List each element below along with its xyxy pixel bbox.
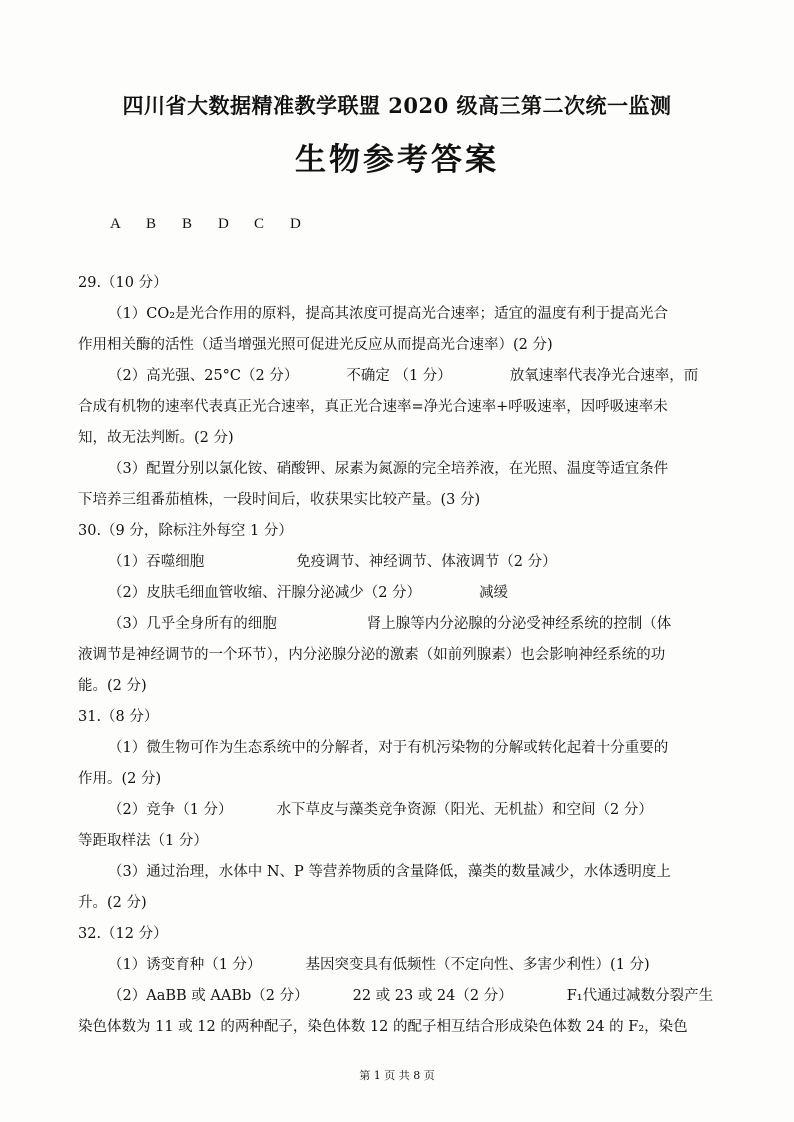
q32-part1-answer2: 基因突变具有低频性（不定向性、多害少利性）(1 分)	[305, 957, 650, 973]
choice-answer: B	[146, 216, 157, 232]
choice-answer: B	[182, 216, 193, 232]
q31-part1-line1: （1）微生物可作为生态系统中的分解者，对于有机污染物的分解或转化起着十分重要的	[108, 740, 669, 756]
document-subtitle: 生物参考答案	[295, 142, 499, 178]
q30-part1-answer1: （1）吞噬细胞	[108, 554, 205, 570]
q32-part2-answer2: 22 或 23 或 24（2 分）	[352, 988, 513, 1004]
answer-content	[78, 268, 728, 1043]
q32-part2-line2: 染色体数为 11 或 12 的两种配子，染色体数 12 的配子相互结合形成染色体数 24 的 F₂，染色	[78, 1019, 688, 1035]
q30-part3-line3: 能。(2 分)	[78, 678, 147, 694]
q31-part2-answer1: （2）竞争（1 分）	[108, 802, 233, 818]
q29-part1-line1: （1）CO₂是光合作用的原料，提高其浓度可提高光合速率；适宜的温度有利于提高光合	[108, 306, 669, 322]
q32-part2-answer1: （2）AaBB 或 AABb（2 分）	[108, 988, 309, 1004]
q30-part3-answer2: 肾上腺等内分泌腺的分泌受神经系统的控制（体	[366, 616, 672, 632]
q29-part2-line3: 知，故无法判断。(2 分)	[78, 430, 234, 446]
q31-part3-line1: （3）通过治理，水体中 N、P 等营养物质的含量降低，藻类的数量减少，水体透明度上	[108, 864, 671, 880]
q29-part2-line2: 合成有机物的速率代表真正光合速率，真正光合速率=净光合速率+呼吸速率，因呼吸速率未	[78, 399, 668, 415]
q29-part3-line1: （3）配置分别以氯化铵、硝酸钾、尿素为氮源的完全培养液，在光照、温度等适宜条件	[108, 461, 669, 477]
question-29-heading: 29.（10 分）	[78, 275, 168, 291]
q30-part1-answer2: 免疫调节、神经调节、体液调节（2 分）	[296, 554, 557, 570]
choice-answer: D	[218, 216, 229, 232]
q30-part2	[78, 578, 728, 609]
q31-part2-line1	[78, 795, 728, 826]
question-30-heading: 30.（9 分，除标注外每空 1 分）	[78, 523, 293, 539]
q29-part2-line1	[78, 361, 728, 392]
multiple-choice-answers	[110, 216, 326, 233]
q30-part3-answer1: （3）几乎全身所有的细胞	[108, 616, 277, 632]
question-32-heading: 32.（12 分）	[78, 926, 168, 942]
exam-title: 四川省大数据精准教学联盟 2020 级高三第二次统一监测	[122, 93, 672, 118]
q31-part3-line2: 升。(2 分)	[78, 895, 147, 911]
q32-part2-answer3: F₁代通过减数分裂产生	[566, 988, 714, 1004]
q29-part1-line2: 作用相关酶的活性（适当增强光照可促进光反应从而提高光合速率）(2 分)	[78, 337, 553, 353]
q30-part1	[78, 547, 728, 578]
choice-answer: A	[110, 216, 121, 232]
choice-answer: C	[254, 216, 265, 232]
q29-part2-answer3: 放氧速率代表净光合速率，而	[509, 368, 699, 384]
q29-part3-line2: 下培养三组番茄植株，一段时间后，收获果实比较产量。(3 分)	[78, 492, 481, 508]
q32-part1	[78, 950, 728, 981]
q32-part2-line1	[78, 981, 728, 1012]
question-31-heading: 31.（8 分）	[78, 709, 159, 725]
q30-part3-line2: 液调节是神经调节的一个环节），内分泌腺分泌的激素（如前列腺素）也会影响神经系统的功	[78, 647, 666, 663]
q30-part3-line1	[78, 609, 728, 640]
q29-part2-answer2: 不确定 （1 分）	[346, 368, 452, 384]
q31-part2-line2: 等距取样法（1 分）	[78, 833, 208, 849]
q29-part2-answer1: （2）高光强、25°C（2 分）	[108, 368, 299, 384]
page-number: 第 1 页 共 8 页	[359, 1069, 435, 1082]
q30-part2-answer2: 减缓	[479, 585, 509, 601]
q31-part2-answer2: 水下草皮与藻类竞争资源（阳光、无机盐）和空间（2 分）	[276, 802, 653, 818]
q32-part1-answer1: （1）诱变育种（1 分）	[108, 957, 262, 973]
q30-part2-answer1: （2）皮肤毛细血管收缩、汗腺分泌减少（2 分）	[108, 585, 422, 601]
q31-part1-line2: 作用。(2 分)	[78, 771, 162, 787]
choice-answer: D	[290, 216, 301, 232]
